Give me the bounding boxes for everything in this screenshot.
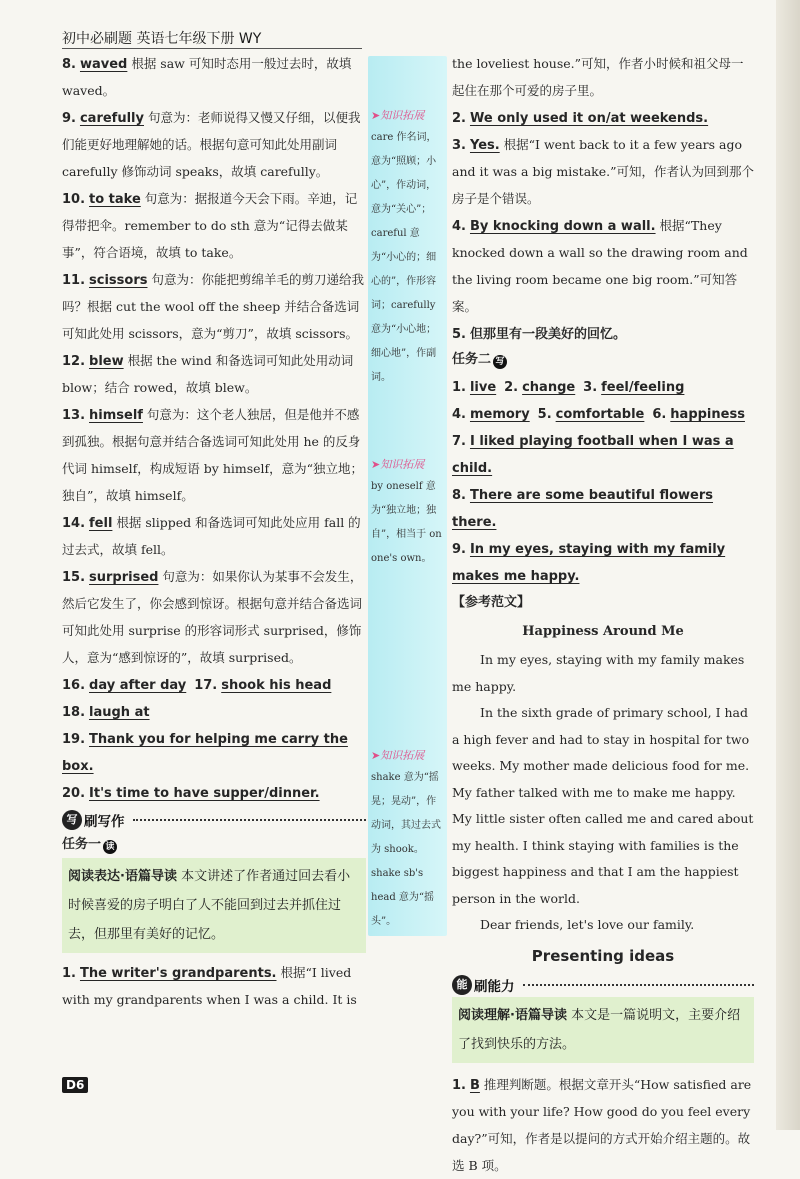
section-label: 刷写作 [84, 814, 125, 830]
item-number: 1. [62, 966, 76, 981]
answer-item [452, 320, 754, 347]
reading-guide-box [62, 858, 366, 953]
item-number: 14. [62, 516, 86, 531]
item-number: 18. [62, 705, 86, 720]
reference-essay-label: 【参考范文】 [452, 595, 531, 610]
read-icon: 读 [103, 840, 117, 854]
item-answer: carefully [79, 111, 144, 126]
item-number: 2. [452, 111, 466, 126]
item-number: 6. [652, 407, 667, 422]
answer-item [62, 266, 366, 347]
item-explanation: 句意为：你能把剪绵羊毛的剪刀递给我吗？根据 cut the wool off the sheep 并结合备选词可知此处用 scissors，意为“剪刀”，故填 scissors。 [62, 272, 364, 341]
item-number: 3. [452, 138, 466, 153]
pencil-icon: 能 [452, 975, 472, 995]
answer-item [452, 1071, 754, 1179]
item-number: 3. [583, 380, 598, 395]
essay-paragraph: In my eyes, staying with my family makes me happy. [452, 652, 745, 694]
sidebar-note-title: ➤ 知识拓展 [371, 455, 444, 475]
answer-item [452, 481, 754, 535]
sidebar-note-shake [371, 746, 444, 934]
answer-item [452, 131, 754, 212]
presenting-ideas-heading: Presenting ideas [531, 946, 675, 965]
item-explanation: 句意为：老师说得又慢又仔细，以便我们能更好地理解她的话。根据句意可知此处用副词 carefully 修饰动词 speaks，故填 carefully。 [62, 110, 361, 179]
page-number: D6 [62, 1077, 88, 1093]
header-rule [62, 48, 362, 49]
continued-text: the loveliest house.”可知，作者小时候和祖父母一起住在那个可爱的房子里。 [452, 56, 744, 98]
item-number: 9. [452, 542, 466, 557]
guide-label: 阅读表达·语篇导读 [68, 869, 177, 884]
item-explanation: 推理判断题。根据文章开头“How satisfied are you with your life? How good do you feel every day?”可知，作者是以提问的方式开始介绍主题的。故选 B 项。 [452, 1076, 752, 1173]
item-number: 4. [452, 407, 466, 422]
dotted-divider [133, 819, 367, 821]
item-answer: Yes. [469, 138, 500, 153]
essay-paragraph: Dear friends, let's love our family. [480, 917, 695, 932]
item-answer: day after day [89, 678, 187, 693]
item-answer: comfortable [555, 407, 645, 422]
section-ability [452, 975, 754, 995]
item-answer: laugh at [89, 705, 150, 720]
answer-item [62, 725, 366, 779]
guide-text: 本文讲述了作者通过回去看小时候喜爱的房子明白了人不能回到过去并抓住过去，但那里有美好的记忆。 [68, 869, 351, 942]
item-explanation: 根据“I lived with my grandparents when I was a child. It is [62, 965, 357, 1007]
sidebar-note-care [371, 106, 444, 390]
item-answer: change [522, 380, 576, 395]
item-answer: In my eyes, staying with my family makes me happy. [452, 542, 726, 584]
task-heading [452, 347, 754, 373]
item-number: 7. [452, 434, 466, 449]
item-answer: waved [79, 57, 128, 72]
word-answers-row [452, 373, 754, 400]
item-explanation: 根据 saw 可知时态用一般过去时，故填 waved。 [62, 56, 352, 98]
left-column [62, 50, 366, 1013]
item-number: 16. [62, 678, 86, 693]
item-answer: By knocking down a wall. [469, 219, 656, 234]
item-explanation: 句意为：如果你认为某事不会发生，然后它发生了，你会感到惊讶。根据句意并结合备选词可知此处用 surprise 的形容词形式 surprised，修饰人，意为“感到惊讶的”，故填 surprised。 [62, 569, 363, 665]
item-explanation: 句意为：这个老人独居，但是他并不感到孤独。根据句意并结合备选词可知此处用 he 的反身代词 himself，构成短语 by himself，意为“独立地；独自”，故填 himself。 [62, 407, 364, 503]
task-label: 任务二 [452, 352, 492, 367]
page-header: 初中必刷题 英语七年级下册 WY [62, 31, 262, 47]
essay-title: Happiness Around Me [522, 624, 684, 639]
task-label: 任务一 [62, 837, 102, 852]
item-answer: 但那里有一段美好的回忆。 [469, 327, 626, 342]
answer-item [62, 671, 366, 698]
answer-item [62, 401, 366, 509]
reading-guide-box [452, 997, 754, 1063]
answer-item [452, 212, 754, 320]
item-number: 13. [62, 408, 86, 423]
pencil-icon: 写 [62, 810, 82, 830]
item-number: 19. [62, 732, 86, 747]
item-answer: himself [89, 408, 143, 423]
write-icon: 写 [493, 355, 507, 369]
answer-item [62, 563, 366, 671]
item-number: 1. [452, 1077, 466, 1093]
sidebar-note-by-oneself [371, 455, 444, 571]
item-answer: memory [469, 407, 530, 422]
item-number: 4. [452, 219, 466, 234]
sidebar-note-body: by oneself 意为“独立地；独自”，相当于 on one's own。 [371, 481, 442, 564]
sidebar-note-body: care 作名词，意为“照顾；小心”，作动词，意为“关心”；careful 意为“小心的；细心的”，作形容词；carefully 意为“小心地；细心地”，作副词。 [371, 132, 437, 383]
item-answer: The writer's grandparents. [79, 966, 277, 981]
item-number: 10. [62, 192, 86, 207]
section-badge [452, 975, 515, 995]
item-answer: There are some beautiful flowers there. [452, 488, 714, 530]
item-number: 5. [452, 327, 466, 342]
dotted-divider [523, 984, 755, 986]
item-number: 20. [62, 786, 86, 801]
item-answer: I liked playing football when I was a child. [452, 434, 734, 476]
answer-item [62, 185, 366, 266]
item-number: 11. [62, 273, 86, 288]
item-answer: blew [89, 354, 124, 369]
answer-item [62, 104, 366, 185]
essay-paragraph: In the sixth grade of primary school, I had a high fever and had to stay in hospital for two weeks. My mother made delicious food for me. My father talked with me to make me happy. My little sister often called me and cared about my health. I think staying with families is the biggest happiness and that I am the happiest person in the world. [452, 705, 754, 906]
guide-text: 本文是一篇说明文，主要介绍了找到快乐的方法。 [458, 1007, 741, 1052]
item-number: 9. [62, 111, 76, 126]
item-answer: to take [89, 192, 141, 207]
item-answer: scissors [89, 273, 148, 288]
item-number: 5. [537, 407, 552, 422]
item-answer: Thank you for helping me carry the box. [62, 732, 348, 774]
item-explanation: 根据 slipped 和备选词可知此处应用 fall 的过去式，故填 fell。 [62, 515, 361, 557]
item-answer: It's time to have supper/dinner. [89, 786, 320, 801]
item-answer: B [469, 1077, 480, 1093]
item-answer: fell [89, 516, 113, 531]
word-answers-row [452, 400, 754, 427]
item-number: 8. [452, 488, 466, 503]
item-number: 15. [62, 570, 86, 585]
task-heading [62, 832, 366, 858]
guide-label: 阅读理解·语篇导读 [458, 1007, 567, 1023]
item-answer: surprised [89, 570, 159, 585]
item-number: 12. [62, 354, 86, 369]
right-column [452, 50, 754, 1179]
section-label: 刷能力 [474, 978, 515, 995]
page-edge [776, 0, 800, 1130]
item-number: 8. [62, 57, 76, 72]
sidebar-note-title: ➤ 知识拓展 [371, 746, 444, 766]
answer-item [62, 959, 366, 1013]
sidebar-note-body: shake 意为“摇晃；晃动”，作动词，其过去式为 shook。shake sb's head 意为“摇头”。 [371, 772, 441, 927]
item-answer: shook his head [221, 678, 332, 693]
item-answer: We only used it on/at weekends. [469, 111, 709, 126]
item-number: 1. [452, 380, 466, 395]
answer-item [62, 50, 366, 104]
item-explanation: 根据“I went back to it a few years ago and it was a big mistake.”可知，作者认为回到那个房子是个错误。 [452, 137, 754, 206]
section-writing [62, 810, 366, 830]
item-answer: happiness [670, 407, 745, 422]
answer-item [452, 104, 754, 131]
sidebar-note-title: ➤ 知识拓展 [371, 106, 444, 126]
answer-item [62, 698, 366, 725]
item-answer: live [469, 380, 497, 395]
item-number: 2. [504, 380, 519, 395]
answer-item [452, 535, 754, 589]
answer-item [452, 427, 754, 481]
item-explanation: 句意为：据报道今天会下雨。辛迪，记得带把伞。remember to do sth 意为“记得去做某事”，符合语境，故填 to take。 [62, 191, 358, 260]
item-answer: feel/feeling [601, 380, 685, 395]
item-explanation: 根据 the wind 和备选词可知此处用动词 blow；结合 rowed，故填 blew。 [62, 353, 354, 395]
section-badge [62, 810, 125, 830]
answer-item [62, 509, 366, 563]
answer-item [62, 347, 366, 401]
item-number: 17. [194, 678, 218, 693]
item-explanation: 根据“They knocked down a wall so the drawing room and the living room became one big room.”可知答案。 [452, 218, 748, 314]
answer-item [62, 779, 366, 806]
